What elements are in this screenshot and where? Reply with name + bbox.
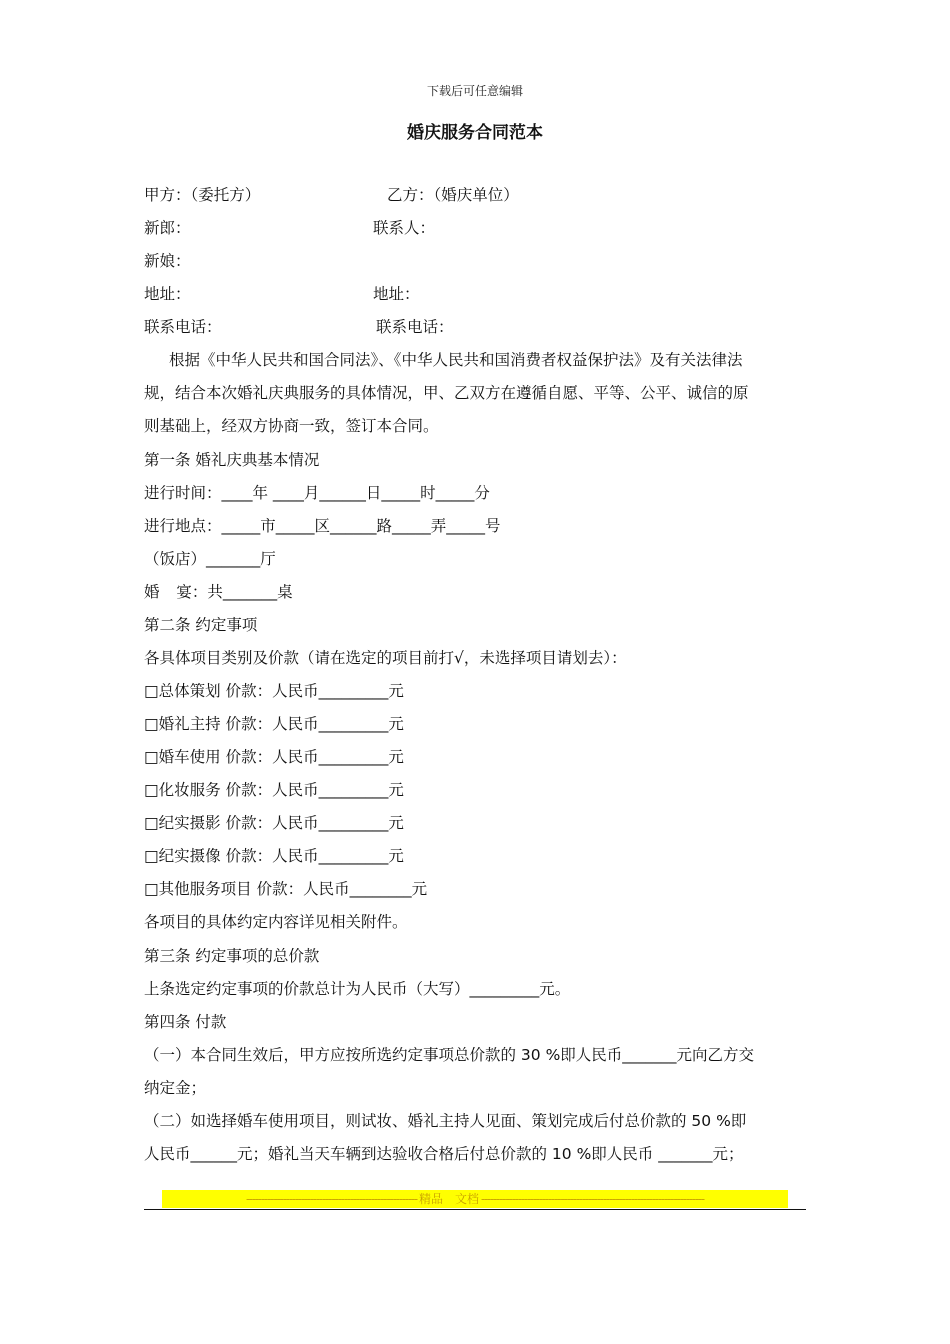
payment-line-4: 人民币______元；婚礼当天车辆到达验收合格后付总价款的 10 %即人民币 _______元； bbox=[144, 1145, 744, 1163]
service-item: □总体策划 价款：人民币_________元 bbox=[144, 682, 404, 700]
payment-line-3: （二）如选择婚车使用项目，则试妆、婚礼主持人见面、策划完成后付总价款的 50 %即 bbox=[144, 1112, 747, 1130]
preamble-line-1: 根据《中华人民共和国合同法》、《中华人民共和国消费者权益保护法》及有关法律法 bbox=[169, 351, 743, 369]
service-item: □婚礼主持 价款：人民币_________元 bbox=[144, 715, 404, 733]
footer-banner bbox=[162, 1190, 788, 1208]
footer-label: 精品 文档 bbox=[419, 1192, 480, 1206]
party-row-1 bbox=[144, 185, 519, 205]
phone-b-label: 联系电话： bbox=[376, 318, 454, 336]
party-row-5 bbox=[144, 317, 454, 337]
article3-text: 上条选定约定事项的价款总计为人民币（大写）_________元。 bbox=[144, 980, 571, 998]
article2-intro: 各具体项目类别及价款（请在选定的项目前打√，未选择项目请划去）： bbox=[144, 649, 627, 667]
preamble-line-3: 则基础上，经双方协商一致，签订本合同。 bbox=[144, 417, 439, 435]
party-row-2 bbox=[144, 218, 436, 238]
payment-line-1: （一）本合同生效后，甲方应按所选约定事项总价款的 30 %即人民币_______元向乙方交 bbox=[144, 1046, 755, 1064]
service-item: □婚车使用 价款：人民币_________元 bbox=[144, 748, 404, 766]
footer-dashes-right: ------------------------------------------------------------------------- bbox=[481, 1192, 705, 1206]
article2-heading: 第二条 约定事项 bbox=[144, 616, 258, 634]
document-title: 婚庆服务合同范本 bbox=[407, 123, 543, 143]
footer-dashes-left: -------------------------------------------------------- bbox=[245, 1192, 418, 1206]
article2-note: 各项目的具体约定内容详见相关附件。 bbox=[144, 913, 408, 931]
article1-heading: 第一条 婚礼庆典基本情况 bbox=[144, 451, 320, 469]
hotel-hall-line: （饭店）_______厅 bbox=[144, 550, 276, 568]
header-note: 下载后可任意编辑 bbox=[426, 84, 523, 98]
party-a-label: 甲方：（委托方） bbox=[144, 186, 261, 204]
service-item: □化妆服务 价款：人民币_________元 bbox=[144, 781, 404, 799]
footer-divider bbox=[144, 1209, 806, 1210]
service-item: □纪实摄像 价款：人民币_________元 bbox=[144, 847, 404, 865]
party-row-4 bbox=[144, 284, 420, 304]
address-b-label: 地址： bbox=[373, 285, 420, 303]
service-item: □其他服务项目 价款：人民币________元 bbox=[144, 880, 428, 898]
preamble-line-2: 规，结合本次婚礼庆典服务的具体情况，甲、乙双方在遵循自愿、平等、公平、诚信的原 bbox=[144, 384, 749, 402]
event-time-line: 进行时间：____年 ____月______日_____时_____分 bbox=[144, 484, 490, 502]
payment-line-2: 纳定金； bbox=[144, 1079, 207, 1097]
groom-label: 新郎： bbox=[144, 219, 191, 237]
party-b-label: 乙方：（婚庆单位） bbox=[387, 186, 519, 204]
phone-a-label: 联系电话： bbox=[144, 318, 222, 336]
event-place-line: 进行地点：_____市_____区______路_____弄_____号 bbox=[144, 517, 501, 535]
article4-heading: 第四条 付款 bbox=[144, 1013, 227, 1031]
bride-label: 新娘： bbox=[144, 252, 191, 270]
service-item: □纪实摄影 价款：人民币_________元 bbox=[144, 814, 404, 832]
article3-heading: 第三条 约定事项的总价款 bbox=[144, 947, 320, 965]
contact-label: 联系人： bbox=[373, 219, 436, 237]
banquet-line: 婚 宴：共_______桌 bbox=[144, 583, 293, 601]
address-a-label: 地址： bbox=[144, 285, 191, 303]
